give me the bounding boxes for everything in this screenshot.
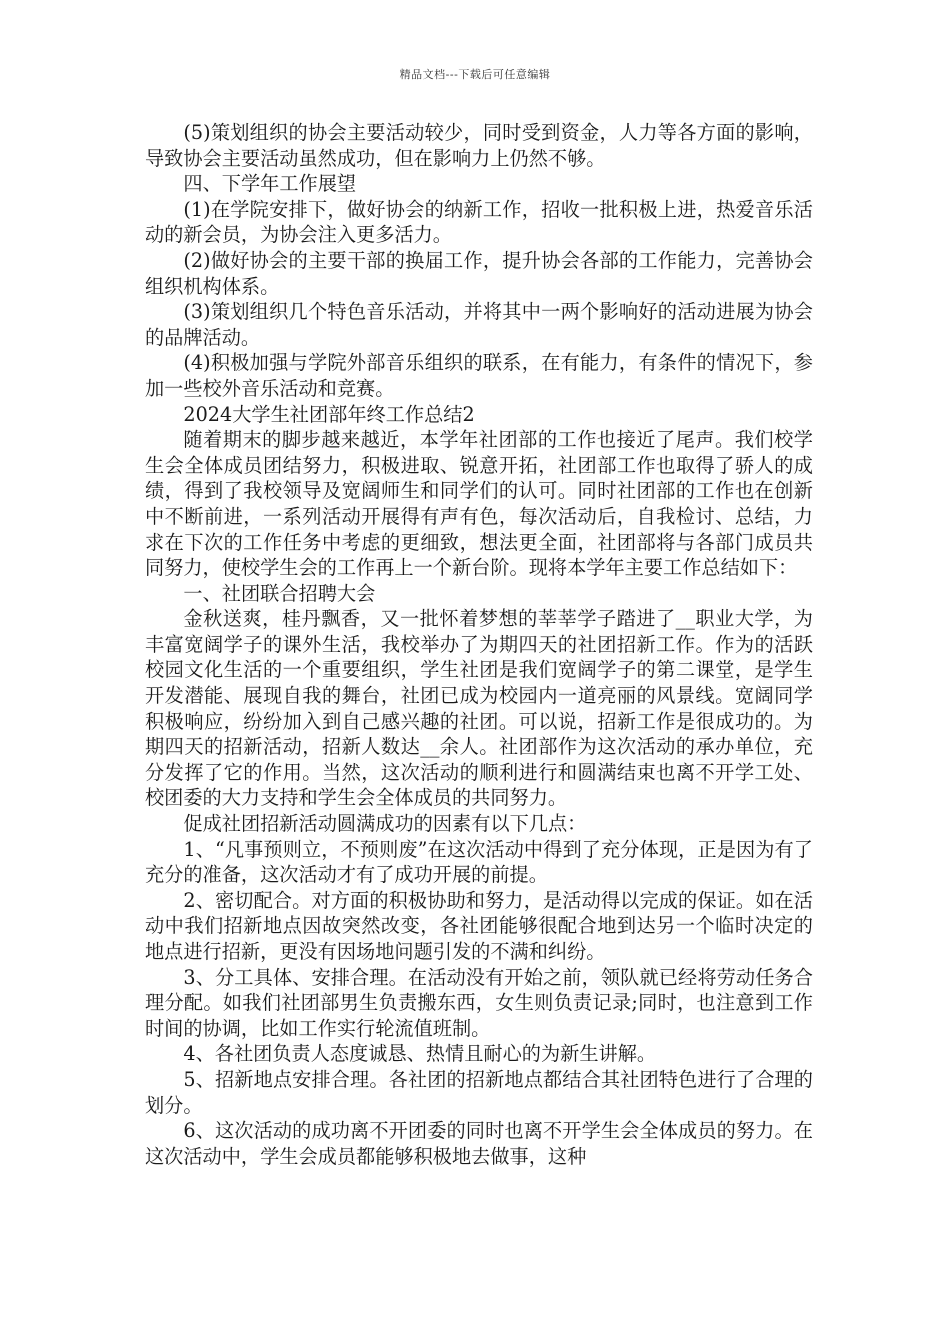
- page-header: 精品文档---下载后可任意编辑: [399, 68, 551, 81]
- paragraph-factor-2: 2、密切配合。对方面的积极协助和努力，是活动得以完成的保证。如在活动中我们招新地点因故突然改变，各社团能够很配合地到达另一个临时决定的地点进行招新，更没有因场地问题引发的不满和纠纷。: [145, 888, 813, 963]
- paragraph-recruitment-overview: 金秋送爽，桂丹飘香，又一批怀着梦想的莘莘学子踏进了__职业大学，为丰富宽阔学子的课外生活，我校举办了为期四天的社团招新工作。作为的活跃校园文化生活的一个重要组织，学生社团是我们宽阔学子的第二课堂，是学生开发潜能、展现自我的舞台，社团已成为校园内一道亮丽的风景线。宽阔同学积极响应，纷纷加入到自己感兴趣的社团。可以说，招新工作是很成功的。为期四天的招新活动，招新人数达__余人。社团部作为这次活动的承办单位，充分发挥了它的作用。当然，这次活动的顺利进行和圆满结束也离不开学工处、校团委的大力支持和学生会全体成员的共同努力。: [145, 607, 813, 810]
- document-body: [145, 120, 813, 1169]
- paragraph-plan-3: (3)策划组织几个特色音乐活动，并将其中一两个影响好的活动进展为协会的品牌活动。: [145, 300, 813, 349]
- paragraph-factor-4: 4、各社团负责人态度诚恳、热情且耐心的为新生讲解。: [183, 1042, 657, 1066]
- paragraph-plan-1: (1)在学院安排下，做好协会的纳新工作，招收一批积极上进，热爱音乐活动的新会员，为协会注入更多活力。: [145, 197, 813, 247]
- heading-next-year-outlook: 四、下学年工作展望: [183, 172, 357, 196]
- section-title-summary-2: 2024大学生社团部年终工作总结2: [183, 402, 475, 426]
- paragraph-plan-4: (4)积极加强与学院外部音乐组织的联系，在有能力，有条件的情况下，参加一些校外音乐活动和竞赛。: [145, 351, 813, 400]
- paragraph-success-factors-lead: 促成社团招新活动圆满成功的因素有以下几点：: [183, 812, 587, 836]
- paragraph-factor-6: 6、这次活动的成功离不开团委的同时也离不开学生会全体成员的努力。在这次活动中，学生会成员都能够积极地去做事，这种: [145, 1119, 813, 1168]
- paragraph-plan-2: (2)做好协会的主要干部的换届工作，提升协会各部的工作能力，完善协会组织机构体系。: [145, 248, 813, 298]
- paragraph-factor-3: 3、分工具体、安排合理。在活动没有开始之前，领队就已经将劳动任务合理分配。如我们社团部男生负责搬东西，女生则负责记录;同时，也注意到工作时间的协调，比如工作实行轮流值班制。: [145, 965, 813, 1040]
- paragraph-intro: 随着期末的脚步越来越近，本学年社团部的工作也接近了尾声。我们校学生会全体成员团结努力，积极进取、锐意开拓，社团部工作也取得了骄人的成绩，得到了我校领导及宽阔师生和同学们的认可。同时社团部的工作也在创新中不断前进，一系列活动开展得有声有色，每次活动后，自我检讨、总结，力求在下次的工作任务中考虑的更细致，想法更全面，社团部将与各部门成员共同努力，使校学生会的工作再上一个新台阶。现将本学年主要工作总结如下：: [145, 428, 813, 580]
- heading-recruitment-fair: 一、社团联合招聘大会: [183, 581, 376, 605]
- paragraph-factor-5: 5、招新地点安排合理。各社团的招新地点都结合其社团特色进行了合理的划分。: [145, 1067, 813, 1117]
- paragraph-5-activity-shortfall: (5)策划组织的协会主要活动较少，同时受到资金，人力等各方面的影响，导致协会主要活动虽然成功，但在影响力上仍然不够。: [145, 121, 813, 170]
- paragraph-factor-1: 1、“凡事预则立，不预则废”在这次活动中得到了充分体现，正是因为有了充分的准备，这次活动才有了成功开展的前提。: [145, 837, 813, 887]
